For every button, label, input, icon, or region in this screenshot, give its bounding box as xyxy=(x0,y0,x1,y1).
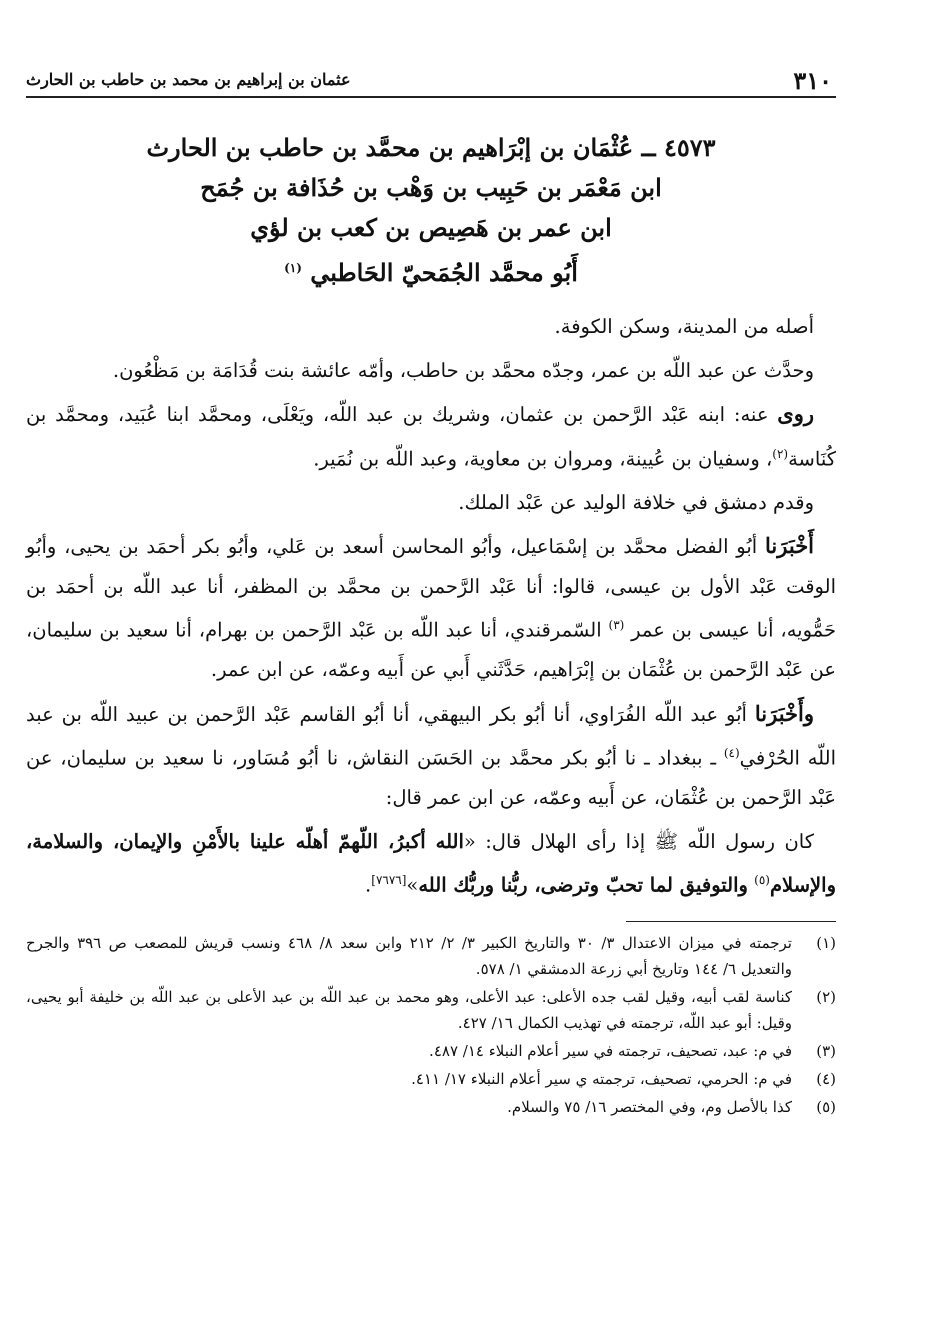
paragraph-narrators xyxy=(26,394,836,479)
lead-word-akhbarana: أَخْبَرَنا xyxy=(765,533,815,558)
paragraph-damascus: وقدم دمشق في خلافة الوليد عن عَبْد الملك. xyxy=(458,490,814,514)
footnote-item xyxy=(26,984,836,1036)
heading-line-4 xyxy=(26,248,836,293)
hadith-end: . xyxy=(365,873,372,897)
footnote-item xyxy=(26,1066,836,1092)
isnad-2-text-a: أبُو عبد اللّه الفُرَاوي، أنا أبُو بكر البيهقي، أنا أبُو القاسم عَبْد الرَّحمن بن عبيد اللّه بن عبد اللّه الحُرْفي xyxy=(26,702,836,770)
footnote-number: (٤) xyxy=(816,1070,836,1088)
running-head xyxy=(26,62,836,98)
isnad-1-text-a: أبُو الفضل محمَّد بن إسْمَاعيل، وأبُو المحاسن أسعد بن عَلي، وأبُو بكر أحمَد بن يحيى، وأبُو الوقت عَبْد الأول بن عيسى، قالوا: أنا عَبْد الرَّحمن بن محمَّد بن المظفر، أنا عبد اللّه بن أحمَد بن حَمُّويه، أنا عيسى بن عمر xyxy=(26,535,836,642)
footnote-number: (٥) xyxy=(816,1098,836,1116)
heading-line-2: ابن مَعْمَر بن حَبِيب بن وَهْب بن حُذَافة بن جُمَح xyxy=(200,173,662,202)
footnote-ref-4: (٤) xyxy=(723,746,740,760)
footnote-text: في م: الحرمي، تصحيف، ترجمته ي سير أعلام النبلاء ١٧/ ٤١١. xyxy=(411,1070,792,1088)
footnote-item xyxy=(26,1094,836,1120)
footnote-item xyxy=(26,1038,836,1064)
heading-line-3: ابن عمر بن هَصِيص بن كعب بن لؤي xyxy=(250,213,612,242)
lead-word-rawa: روى xyxy=(777,401,814,426)
heading-kunya: أَبُو محمَّد الجُمَحيّ الحَاطبي xyxy=(310,258,578,287)
isnad-1-text-b: السّمرقندي، أنا عبد اللّه بن عَبْد الرَّحمن بن بهرام، أنا سعيد بن سليمان، عن عَبْد الرَّحمن بن عُثْمَان بن إبْرَاهيم، حَدَّثَني أَبي عن أَبيه وعمّه، عن ابن عمر. xyxy=(26,618,836,681)
page-number: ٣١٠ xyxy=(793,66,832,95)
paragraph-hadith xyxy=(26,822,836,906)
paragraph-isnad-2 xyxy=(26,694,836,818)
narrators-text-b: ، وسفيان بن عُيينة، ومروان بن معاوية، وعبد اللّه بن نُمَير. xyxy=(313,447,773,470)
paragraph-narrated-from: وحدَّث عن عبد اللّه بن عمر، وجدّه محمَّد بن حاطب، وأمّه عائشة بنت قُدَامَة بن مَظْعُون. xyxy=(112,358,814,382)
heading-line-1: ٤٥٧٣ ــ عُثْمَان بن إبْرَاهيم بن محمَّد بن حاطب بن الحارث xyxy=(146,133,716,162)
footnote-text: ترجمته في ميزان الاعتدال ٣/ ٣٠ والتاريخ الكبير ٣/ ٢/ ٢١٢ وابن سعد ٨/ ٤٦٨ ونسب قريش للمصعب ص ٣٩٦ والجرح والتعديل ٦/ ١٤٤ وتاريخ أبي زرعة الدمشقي ١/ ٥٧٨. xyxy=(26,934,792,978)
narrators-text-a: عنه: ابنه عَبْد الرَّحمن بن عثمان، وشريك بن عبد اللّه، ويَعْلَى، ومحمَّد ابنا عُبَيد، ومحمَّد بن كُنَاسة xyxy=(26,403,836,470)
hadith-text-b: والتوفيق لما تحبّ وترضى، ربُّنا وربُّك الله xyxy=(418,873,748,897)
running-title: عثمان بن إبراهيم بن محمد بن حاطب بن الحارث xyxy=(26,70,351,89)
hadith-text-a: الله أكبرُ، اللّهمّ أهلّه علينا بالأَمْنِ والإيمان، والسلامة، والإسلام xyxy=(26,829,836,897)
body-text xyxy=(26,307,836,905)
footnote-ref-5: (٥) xyxy=(754,873,770,887)
heading-footnote-ref: (١) xyxy=(284,261,302,275)
isnad-2-text-b: ـ ببغداد ـ نا أبُو بكر محمَّد بن الحَسَن النقاش، نا أبُو مُسَاور، نا سعيد بن سليمان، عن عَبْد الرَّحمن بن عُثْمَان، عن أَبيه وعمّه، عن ابن عمر قال: xyxy=(26,746,836,809)
entry-heading xyxy=(26,128,836,293)
footnote-text: كناسة لقب أبيه، وقيل لقب جده الأعلى: عبد الأعلى، وهو محمد بن عبد اللّه بن عبد الأعلى بن عبد اللّه بن خليفة أبو يحيى، وقيل: أبو عبد اللّه، ترجمته في تهذيب الكمال ١٦/ ٤٢٧. xyxy=(26,988,792,1032)
footnote-number: (١) xyxy=(816,934,836,952)
footnote-divider xyxy=(626,921,836,922)
footnotes xyxy=(26,930,836,1120)
hadith-close-quote: » xyxy=(406,873,419,897)
footnote-ref-2: (٢) xyxy=(772,446,789,461)
book-page xyxy=(26,62,836,1322)
paragraph-origin: أصله من المدينة، وسكن الكوفة. xyxy=(554,315,814,338)
footnote-text: كذا بالأصل وم، وفي المختصر ١٦/ ٧٥ والسلام. xyxy=(507,1098,792,1116)
footnote-number: (٢) xyxy=(816,988,836,1006)
footnote-text: في م: عبد، تصحيف، ترجمته في سير أعلام النبلاء ١٤/ ٤٨٧. xyxy=(429,1042,792,1060)
paragraph-isnad-1 xyxy=(26,526,836,690)
hadith-intro: كان رسول اللّه ﷺ إذا رأى الهلال قال: « xyxy=(463,829,814,853)
footnote-ref-3: (٣) xyxy=(608,618,625,632)
lead-word-wa-akhbarana: وأَخْبَرَنا xyxy=(754,700,814,726)
footnote-item xyxy=(26,930,836,982)
hadith-number: [٧٦٧٦] xyxy=(371,873,407,887)
footnote-number: (٣) xyxy=(816,1042,836,1060)
